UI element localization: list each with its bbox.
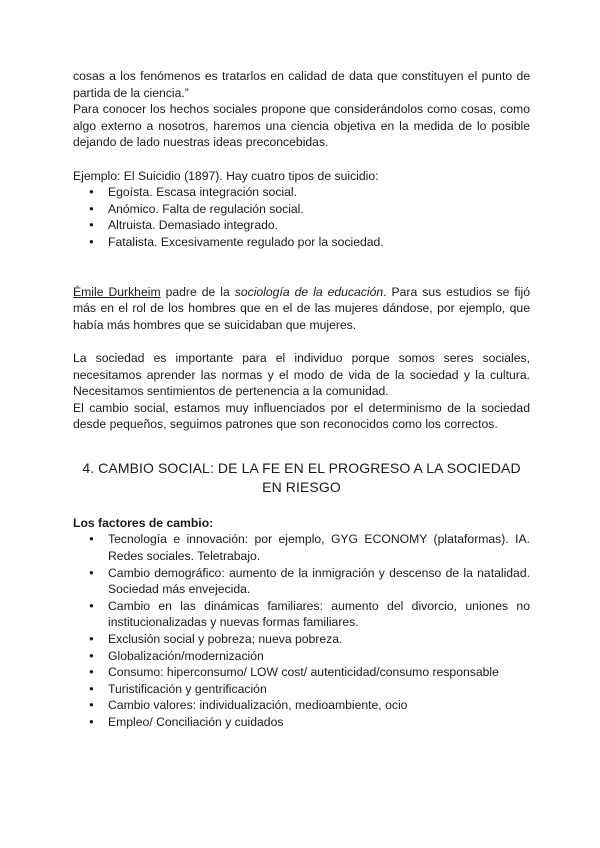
list-item: ● Altruista. Demasiado integrado. <box>73 217 530 234</box>
suicide-types-list <box>73 184 530 250</box>
spacer <box>73 151 530 168</box>
document-page <box>73 68 530 731</box>
list-item: ● Empleo/ Conciliación y cuidados <box>73 714 530 731</box>
list-item: ● Anómico. Falta de regulación social. <box>73 201 530 218</box>
spacer <box>73 433 530 459</box>
durkheim-emphasis: sociología de la educación <box>234 284 384 299</box>
durkheim-paragraph <box>73 284 530 334</box>
society-paragraph: La sociedad es importante para el individuo porque somos seres sociales, necesitamos aprender las normas y el modo de vida de la sociedad y la cultura. Necesitamos sentimientos de pertenencia a la comunidad. <box>73 350 530 399</box>
durkheim-text-a: padre de la <box>160 284 235 299</box>
example-intro: Ejemplo: El Suicidio (1897). Hay cuatro tipos de suicidio: <box>73 168 379 183</box>
spacer <box>73 251 530 284</box>
list-item: ● Cambio en las dinámicas familiares: aumento del divorcio, uniones no institucionalizadas y nuevas formas familiares. <box>73 598 530 631</box>
factors-title: Los factores de cambio: <box>73 515 214 530</box>
section-heading: 4. CAMBIO SOCIAL: DE LA FE EN EL PROGRESO A LA SOCIEDAD EN RIESGO <box>82 459 521 495</box>
spacer <box>73 333 530 350</box>
list-item: ● Globalización/modernización <box>73 648 530 665</box>
facts-paragraph: Para conocer los hechos sociales propone que considerándolos como cosas, como algo externo a nosotros, haremos una ciencia objetiva en la medida de lo posible dejando de lado nuestras ideas preconcebidas. <box>73 102 530 150</box>
durkheim-text-b: . Para sus estudios se fijó más en el rol de los hombres que en el de las mujeres dándose, por ejemplo, que había más hombres que se suicidaban que mujeres. <box>73 284 530 332</box>
list-item: ● Tecnología e innovación: por ejemplo, GYG ECONOMY (plataformas). IA. Redes sociales. Teletrabajo. <box>73 531 530 564</box>
list-item: ● Fatalista. Excesivamente regulado por la sociedad. <box>73 234 530 251</box>
change-paragraph: El cambio social, estamos muy influenciados por el determinismo de la sociedad desde pequeños, seguimos patrones que son reconocidos como los correctos. <box>73 400 530 432</box>
factors-list <box>73 531 530 730</box>
list-item: ● Cambio valores: individualización, medioambiente, ocio <box>73 697 530 714</box>
list-item: ● Egoísta. Escasa integración social. <box>73 184 530 201</box>
spacer <box>73 497 530 515</box>
list-item: ● Turistificación y gentrificación <box>73 681 530 698</box>
list-item: ● Cambio demográfico: aumento de la inmigración y descenso de la natalidad. Sociedad más envejecida. <box>73 565 530 598</box>
list-item: ● Consumo: hiperconsumo/ LOW cost/ autenticidad/consumo responsable <box>73 664 530 681</box>
durkheim-name: Émile Durkheim <box>73 284 161 299</box>
list-item: ● Exclusión social y pobreza; nueva pobreza. <box>73 631 530 648</box>
quote-continuation: cosas a los fenómenos es tratarlos en calidad de data que constituyen el punto de partida de la ciencia.” <box>73 69 530 100</box>
